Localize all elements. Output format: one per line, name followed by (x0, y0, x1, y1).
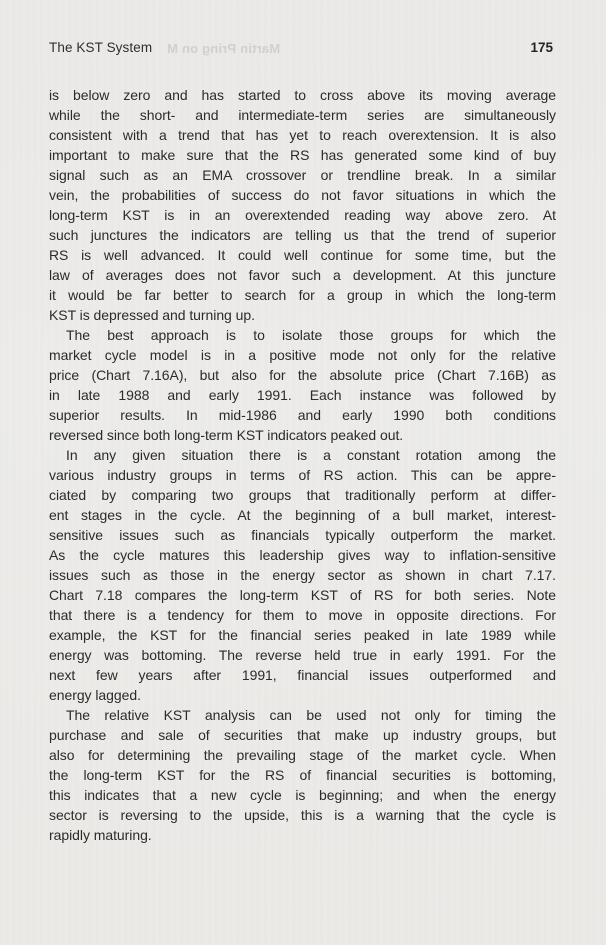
text-line: purchase and sale of securities that make up industry groups, but (49, 727, 556, 743)
text-line: that there is a tendency for them to move in opposite directions. For (49, 607, 556, 623)
text-line: next few years after 1991, financial issues outperformed and (49, 667, 556, 683)
text-line: In any given situation there is a constant rotation among the (66, 447, 556, 463)
text-line: the long-term KST for the RS of financial securities is bottoming, (49, 767, 556, 783)
text-line: superior results. In mid-1986 and early 1990 both conditions (49, 407, 556, 423)
text-line: also for determining the prevailing stage of the market cycle. When (49, 747, 556, 763)
text-line: Chart 7.18 compares the long-term KST of RS for both series. Note (49, 587, 556, 603)
text-line: energy was bottoming. The reverse held true in early 1991. For the (49, 647, 556, 663)
page-number: 175 (530, 40, 553, 55)
text-line: energy lagged. (49, 687, 141, 703)
text-line: As the cycle matures this leadership gives way to inflation-sensitive (49, 547, 556, 563)
text-line: while the short- and intermediate-term series are simultaneously (49, 107, 556, 123)
text-line: vein, the probabilities of success do not favor situations in which the (49, 187, 556, 203)
text-line: long-term KST is in an overextended reading way above zero. At (49, 207, 556, 223)
text-line: this indicates that a new cycle is beginning; and when the energy (49, 787, 556, 803)
text-line: example, the KST for the financial series peaked in late 1989 while (49, 627, 556, 643)
text-line: market cycle model is in a positive mode not only for the relative (49, 347, 556, 363)
text-line: in late 1988 and early 1991. Each instance was followed by (49, 387, 556, 403)
text-line: important to make sure that the RS has generated some kind of buy (49, 147, 556, 163)
text-line: is below zero and has started to cross above its moving average (49, 87, 556, 103)
text-line: The best approach is to isolate those groups for which the (66, 327, 556, 343)
text-line: sensitive issues such as financials typically outperform the market. (49, 527, 556, 543)
text-line: consistent with a trend that has yet to reach overextension. It is also (49, 127, 556, 143)
text-line: such junctures the indicators are telling us that the trend of superior (49, 227, 556, 243)
paragraph (49, 325, 556, 445)
paragraph (49, 85, 556, 325)
text-line: rapidly maturing. (49, 827, 152, 843)
page-header (49, 40, 556, 58)
text-line: KST is depressed and turning up. (49, 307, 255, 323)
verso-bleedthrough-text: Martin Pring on M (167, 41, 281, 56)
text-line: ent stages in the cycle. At the beginning of a bull market, interest- (49, 507, 556, 523)
text-line: reversed since both long-term KST indicators peaked out. (49, 427, 404, 443)
text-line: issues such as those in the energy sector as shown in chart 7.17. (49, 567, 556, 583)
text-line: ciated by comparing two groups that traditionally perform at differ- (49, 487, 556, 503)
text-line: various industry groups in terms of RS action. This can be appre- (49, 467, 556, 483)
text-line: law of averages does not favor such a development. At this juncture (49, 267, 556, 283)
text-line: it would be far better to search for a group in which the long-term (49, 287, 556, 303)
text-line: sector is reversing to the upside, this is a warning that the cycle is (49, 807, 556, 823)
running-head-title: The KST System (49, 40, 153, 55)
text-line: signal such as an EMA crossover or trendline break. In a similar (49, 167, 556, 183)
text-line: The relative KST analysis can be used not only for timing the (66, 707, 556, 723)
body-text (49, 85, 556, 845)
text-line: RS is well advanced. It could well continue for some time, but the (49, 247, 556, 263)
paragraph (49, 705, 556, 845)
text-line: price (Chart 7.16A), but also for the absolute price (Chart 7.16B) as (49, 367, 556, 383)
paragraph (49, 445, 556, 705)
